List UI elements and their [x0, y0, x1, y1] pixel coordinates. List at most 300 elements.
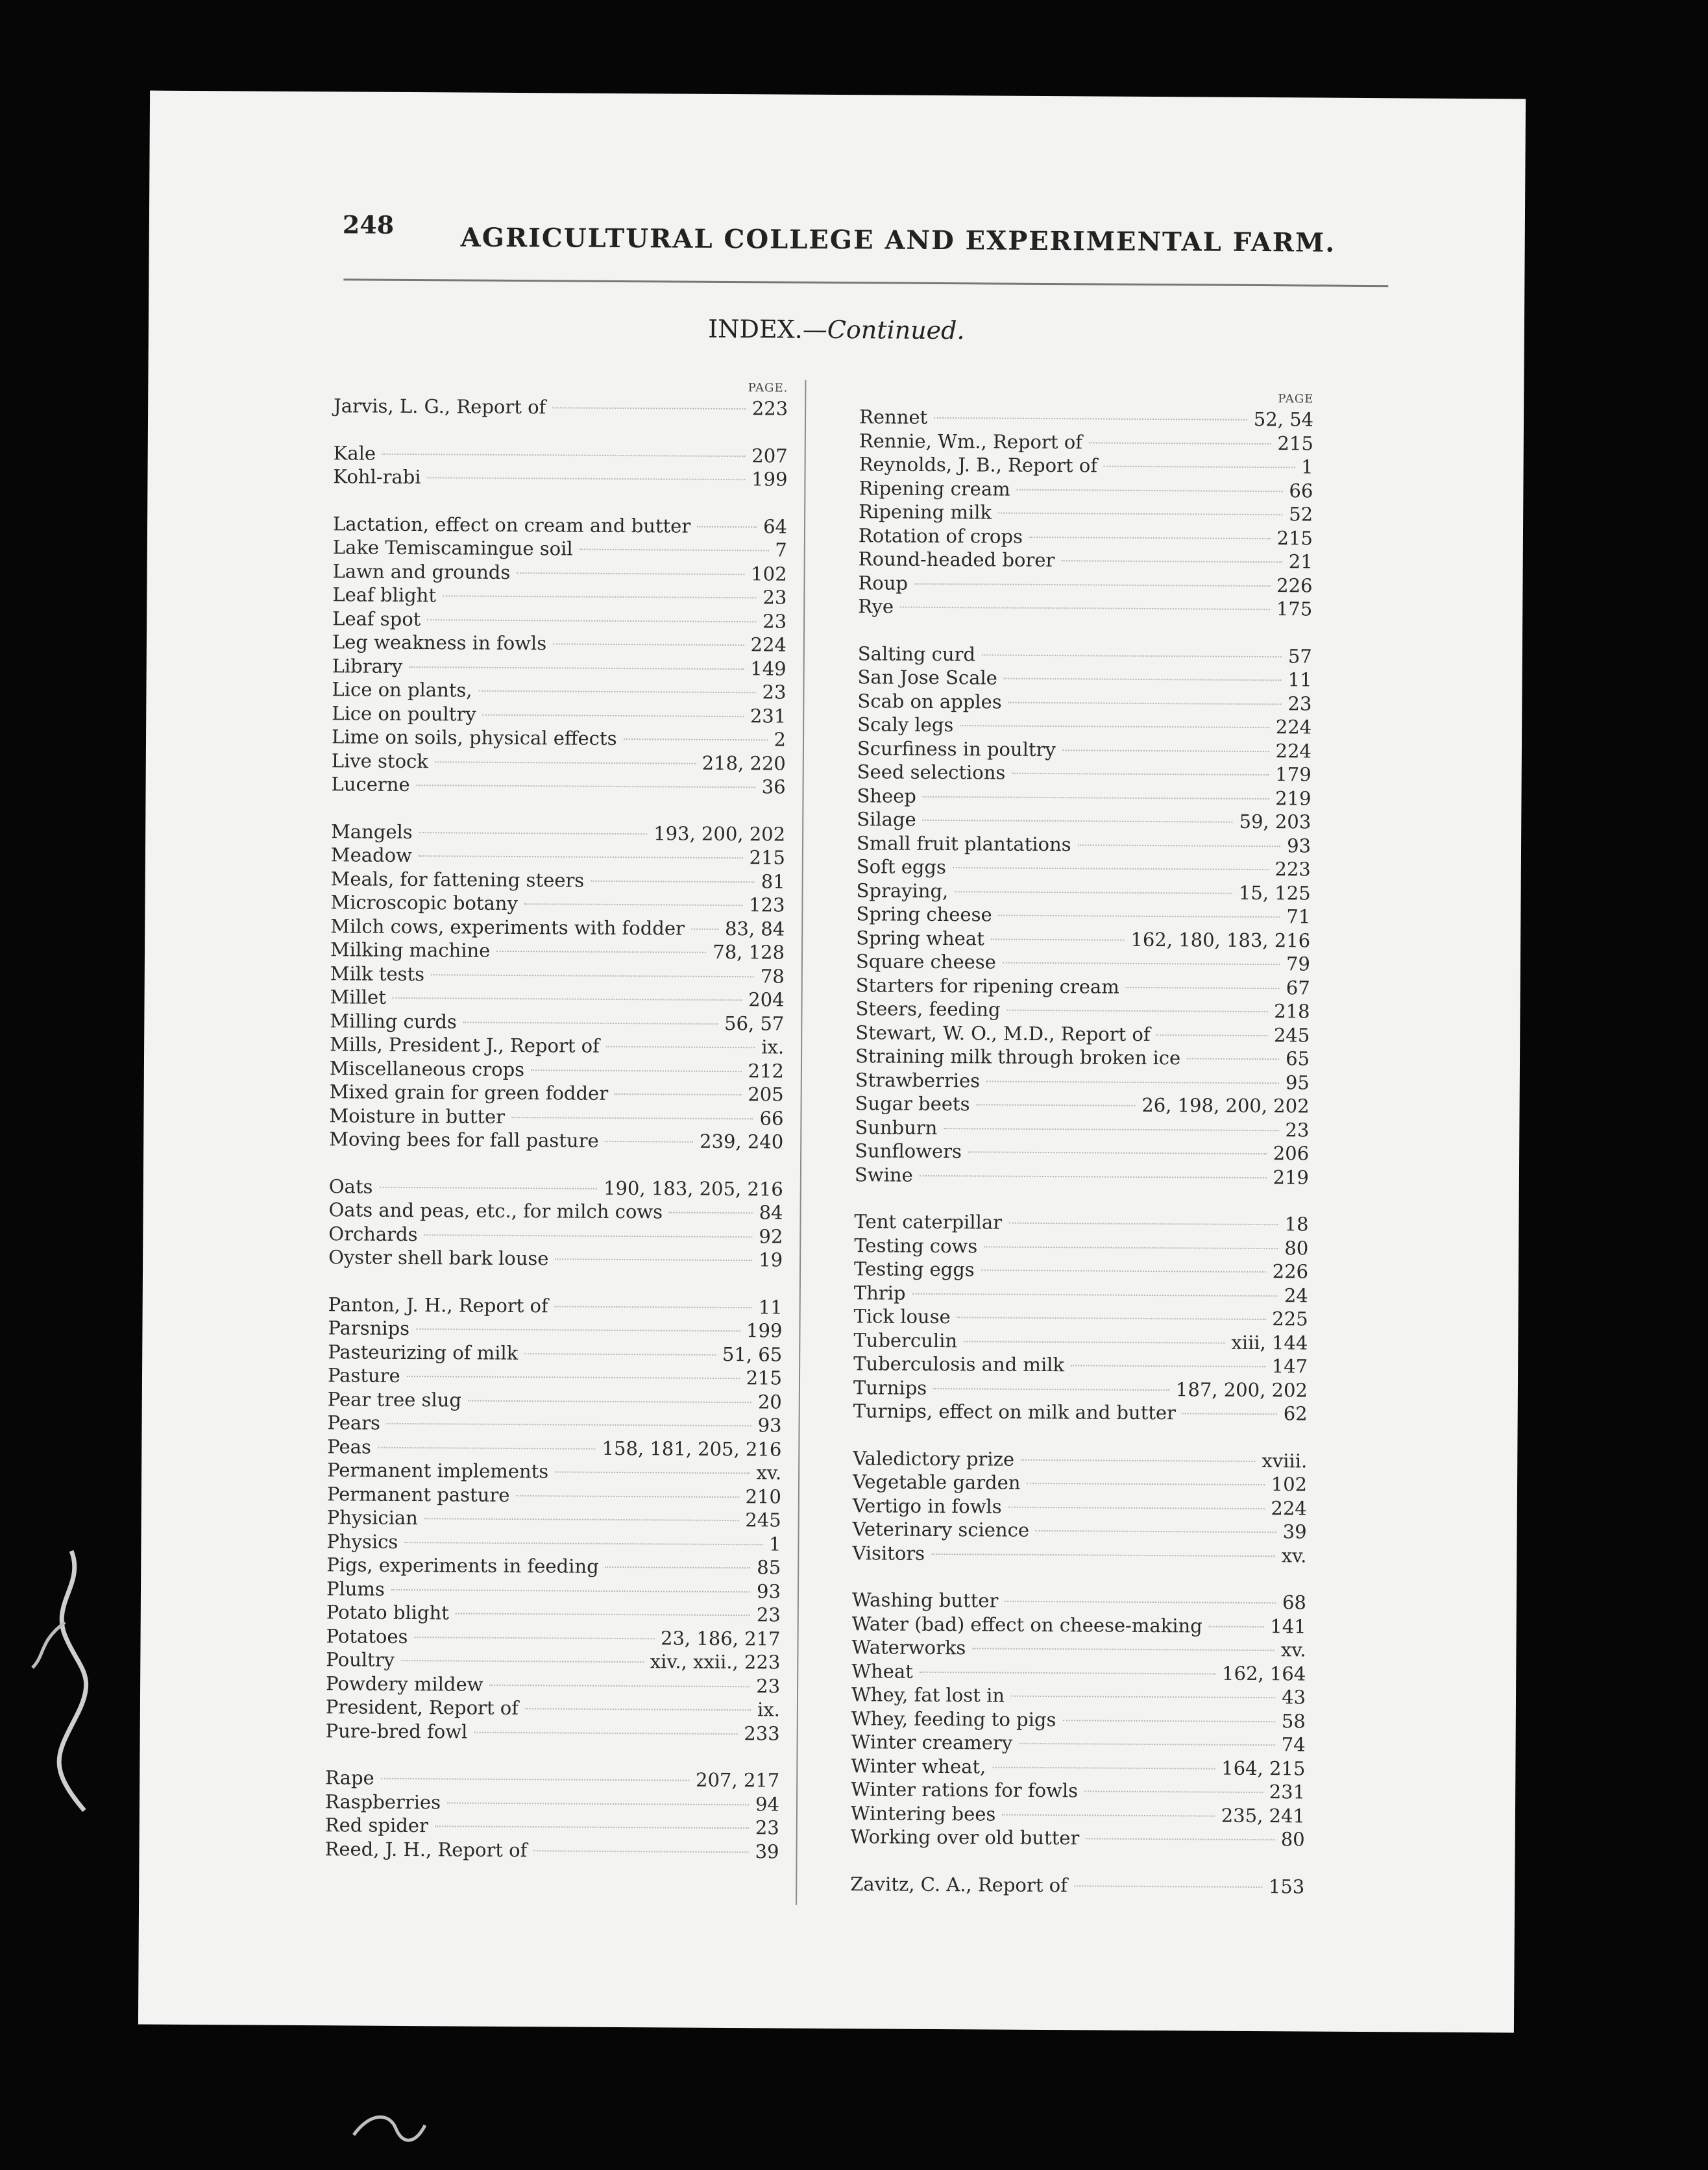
- dot-leader: [474, 1731, 737, 1734]
- dot-leader: [1012, 773, 1269, 775]
- dot-leader: [1002, 1814, 1214, 1816]
- index-term: Leg weakness in fowls: [332, 631, 547, 655]
- index-term: Tuberculosis and milk: [853, 1352, 1065, 1376]
- index-entry: [326, 1624, 780, 1651]
- index-entry: [854, 1234, 1308, 1260]
- index-page-ref: 23: [1285, 1118, 1310, 1141]
- index-entry: [855, 1068, 1310, 1095]
- index-term: Rotation of crops: [858, 524, 1023, 548]
- index-entry: [329, 1175, 783, 1201]
- index-term: Lucerne: [331, 773, 410, 796]
- index-entry: [857, 737, 1312, 763]
- dot-leader: [1004, 678, 1282, 681]
- dot-leader: [691, 928, 718, 929]
- index-entry: [855, 1115, 1309, 1142]
- index-page-ref: 80: [1284, 1236, 1309, 1259]
- index-term: Water (bad) effect on cheese-making: [851, 1612, 1202, 1637]
- index-term: Lake Temiscamingue soil: [332, 536, 573, 560]
- dot-leader: [419, 832, 648, 835]
- dot-leader: [968, 1151, 1267, 1154]
- dot-leader: [381, 1778, 689, 1781]
- dot-leader: [920, 1671, 1215, 1674]
- page-number: 248: [342, 210, 395, 239]
- index-letter-group: [333, 441, 787, 491]
- index-entry: [331, 820, 785, 846]
- index-term: President, Report of: [325, 1696, 519, 1720]
- dot-leader: [1011, 1696, 1275, 1698]
- dot-leader: [1003, 962, 1280, 966]
- index-entry: [328, 1387, 782, 1414]
- index-page-ref: 2: [774, 728, 787, 751]
- index-page-ref: 71: [1286, 905, 1311, 928]
- index-term: Lime on soils, physical effects: [331, 725, 617, 750]
- index-page-ref: 153: [1268, 1875, 1305, 1897]
- running-head: AGRICULTURAL COLLEGE AND EXPERIMENTAL FARM.: [460, 222, 1336, 258]
- index-term: Sunflowers: [855, 1140, 962, 1163]
- index-term: Stewart, W. O., M.D., Report of: [855, 1021, 1151, 1045]
- index-page-ref: xv.: [1281, 1544, 1307, 1567]
- index-term: Visitors: [852, 1541, 925, 1565]
- index-page-ref: 39: [1282, 1520, 1307, 1543]
- index-page-ref: 1: [768, 1532, 781, 1555]
- index-page-ref: xiv., xxii., 223: [650, 1650, 781, 1674]
- index-term: Physics: [326, 1530, 398, 1553]
- index-page-ref: 199: [751, 468, 788, 491]
- index-term: Winter creamery: [851, 1731, 1013, 1754]
- index-entry: [856, 902, 1310, 929]
- index-page-ref: 59, 203: [1239, 810, 1312, 833]
- index-page-ref: 215: [1277, 432, 1313, 455]
- index-term: Turnips, effect on milk and butter: [853, 1400, 1177, 1424]
- index-page-ref: 215: [749, 846, 786, 869]
- index-entry: [328, 1222, 783, 1249]
- dot-leader: [555, 1306, 752, 1308]
- dot-leader: [404, 1541, 762, 1544]
- index-letter-group: [324, 1766, 779, 1863]
- dot-leader: [984, 1246, 1278, 1249]
- index-entry: [858, 571, 1312, 598]
- index-page-ref: 23, 186, 217: [660, 1626, 781, 1650]
- index-term: Round-headed borer: [858, 548, 1055, 572]
- index-entry: [326, 1600, 781, 1627]
- page-column-header: PAGE: [1278, 392, 1314, 406]
- index-letter-group: [855, 642, 1312, 1189]
- index-term: Roup: [858, 571, 909, 594]
- dot-leader: [1019, 1743, 1275, 1746]
- index-title-main: INDEX.: [708, 314, 803, 344]
- index-term: Wintering bees: [850, 1801, 996, 1825]
- dot-leader: [511, 1116, 753, 1119]
- dot-leader: [490, 1684, 750, 1687]
- index-term: Ripening cream: [859, 476, 1010, 500]
- index-page-ref: 233: [744, 1722, 780, 1745]
- index-term: Winter rations for fowls: [851, 1778, 1079, 1802]
- index-page-ref: 102: [1271, 1473, 1308, 1496]
- index-term: Milch cows, experiments with fodder: [330, 914, 685, 940]
- dot-leader: [1157, 1034, 1267, 1036]
- index-page-ref: 43: [1282, 1686, 1306, 1709]
- index-term: Mangels: [331, 820, 413, 843]
- index-term: Red spider: [324, 1814, 428, 1837]
- dot-leader: [912, 1293, 1278, 1296]
- dot-leader: [427, 619, 756, 622]
- index-term: Parsnips: [328, 1317, 410, 1340]
- dot-leader: [1008, 1506, 1265, 1509]
- dot-leader: [1062, 750, 1269, 752]
- dot-leader: [1008, 1223, 1278, 1226]
- index-page-ref: 23: [762, 586, 787, 609]
- dot-leader: [1126, 986, 1280, 988]
- index-entry: [853, 1376, 1308, 1402]
- index-page-ref: 219: [1273, 1165, 1310, 1188]
- index-entry: [852, 1541, 1306, 1568]
- index-page-ref: 218: [1274, 1000, 1310, 1023]
- dot-leader: [934, 417, 1247, 421]
- index-page-ref: 206: [1273, 1142, 1310, 1165]
- index-page-ref: 81: [761, 870, 785, 893]
- index-page-ref: 39: [755, 1840, 779, 1863]
- index-page-ref: 23: [756, 1603, 781, 1626]
- index-entry: [857, 879, 1311, 905]
- index-entry: [324, 1837, 779, 1864]
- dot-leader: [960, 725, 1269, 728]
- dot-leader: [414, 1637, 654, 1639]
- index-term: Tick louse: [853, 1305, 951, 1328]
- index-entry: [328, 1198, 783, 1225]
- index-letter-group: [331, 512, 787, 799]
- index-entry: [328, 1316, 782, 1343]
- index-page-ref: 11: [1287, 668, 1312, 691]
- dot-leader: [1084, 1790, 1263, 1793]
- dot-leader: [1209, 1626, 1264, 1628]
- index-term: Milking machine: [330, 938, 491, 962]
- index-entry: [859, 476, 1313, 503]
- dot-leader: [1027, 1483, 1264, 1485]
- dot-leader: [391, 1589, 750, 1592]
- index-page-ref: 19: [759, 1249, 783, 1271]
- index-letter-group: [326, 1293, 783, 1746]
- index-entry: [851, 1707, 1306, 1733]
- dot-leader: [531, 1069, 741, 1072]
- index-page-ref: 215: [746, 1367, 783, 1389]
- index-page-ref: 95: [1285, 1071, 1310, 1093]
- index-entry: [332, 677, 786, 704]
- index-term: Oats: [328, 1175, 373, 1198]
- dot-leader: [409, 666, 744, 670]
- index-page-ref: 215: [1276, 526, 1313, 550]
- index-page-ref: 66: [1289, 479, 1313, 502]
- index-page-ref: 204: [748, 988, 785, 1011]
- index-term: Whey, feeding to pigs: [851, 1707, 1056, 1731]
- index-page-ref: 158, 181, 205, 216: [602, 1437, 782, 1461]
- index-entry: [854, 1257, 1308, 1284]
- index-title-continued: —Continued.: [802, 315, 965, 345]
- index-term: Spraying,: [856, 879, 949, 902]
- index-term: Kale: [333, 441, 376, 465]
- dot-leader: [957, 1317, 1266, 1320]
- index-entry: [326, 1695, 780, 1722]
- index-page-ref: 52, 54: [1253, 408, 1314, 431]
- index-page-ref: xviii.: [1262, 1449, 1308, 1472]
- dot-leader: [923, 820, 1233, 823]
- index-page-ref: 84: [759, 1201, 783, 1224]
- index-entry: [859, 405, 1313, 432]
- film-scratch-bottom: [350, 2109, 428, 2148]
- dot-leader: [1061, 560, 1282, 563]
- index-entry: [854, 1281, 1308, 1308]
- index-entry: [851, 1635, 1306, 1662]
- index-page-ref: 15, 125: [1238, 881, 1311, 905]
- index-term: Rape: [325, 1766, 374, 1789]
- index-page-ref: 223: [751, 397, 788, 420]
- index-entry: [330, 1080, 784, 1106]
- index-entry: [327, 1411, 781, 1437]
- index-entry: [851, 1683, 1306, 1709]
- dot-leader: [517, 572, 744, 575]
- index-entry: [857, 760, 1312, 786]
- index-entry: [331, 843, 785, 870]
- index-term: Leaf spot: [332, 607, 421, 630]
- dot-leader: [923, 796, 1269, 799]
- index-term: Microscopic botany: [330, 891, 518, 915]
- index-term: Mills, President J., Report of: [330, 1033, 600, 1057]
- index-term: Tuberculin: [853, 1328, 958, 1352]
- index-entry: [855, 1139, 1309, 1165]
- index-page-ref: 93: [1287, 834, 1312, 857]
- dot-leader: [456, 1613, 750, 1616]
- dot-leader: [417, 785, 755, 788]
- index-term: Potatoes: [326, 1624, 408, 1648]
- index-entry: [850, 1872, 1304, 1899]
- index-entry: [327, 1435, 781, 1461]
- index-entry: [326, 1719, 780, 1746]
- index-page-ref: 239, 240: [700, 1130, 784, 1153]
- dot-leader: [1071, 1365, 1265, 1367]
- index-page-ref: 23: [1287, 692, 1312, 715]
- dot-leader: [998, 513, 1282, 516]
- index-page-ref: 74: [1281, 1733, 1306, 1756]
- dot-leader: [378, 1446, 596, 1449]
- dot-leader: [387, 1423, 751, 1426]
- index-page-ref: 36: [761, 775, 786, 798]
- index-term: Moving bees for fall pasture: [329, 1128, 599, 1152]
- index-entry: [855, 1091, 1309, 1118]
- index-entry: [853, 1304, 1308, 1331]
- index-entry: [333, 535, 787, 562]
- index-term: Starters for ripening cream: [855, 973, 1119, 998]
- dot-leader: [1089, 442, 1271, 445]
- index-term: Raspberries: [324, 1790, 441, 1813]
- index-term: Sugar beets: [855, 1092, 970, 1115]
- dot-leader: [443, 595, 756, 598]
- index-term: Ripening milk: [859, 500, 992, 524]
- index-term: Pigs, experiments in feeding: [326, 1554, 599, 1578]
- index-entry: [853, 1494, 1307, 1520]
- index-column-right: [850, 388, 1313, 1921]
- index-letter-group: [329, 820, 785, 1154]
- index-page-ref: 207: [751, 444, 788, 467]
- index-term: Valedictory prize: [853, 1446, 1015, 1470]
- index-term: Meadow: [330, 844, 413, 867]
- index-term: Winter wheat,: [851, 1754, 986, 1777]
- dot-leader: [591, 880, 755, 883]
- dot-leader: [1187, 1058, 1279, 1060]
- dot-leader: [605, 1567, 751, 1568]
- dot-leader: [1008, 701, 1282, 705]
- index-page-ref: 83, 84: [724, 917, 785, 940]
- index-page-ref: 199: [746, 1319, 783, 1342]
- index-page-ref: 175: [1276, 598, 1313, 620]
- index-page-ref: 21: [1288, 550, 1313, 573]
- index-entry: [856, 949, 1310, 976]
- index-term: Zavitz, C. A., Report of: [850, 1872, 1068, 1896]
- index-page-ref: 219: [1275, 786, 1312, 810]
- dot-leader: [580, 549, 769, 552]
- index-term: Poultry: [326, 1648, 395, 1671]
- index-term: Plums: [326, 1577, 385, 1600]
- dot-leader: [1086, 1838, 1274, 1840]
- index-term: San Jose Scale: [857, 666, 997, 689]
- index-term: Mixed grain for green fodder: [329, 1080, 609, 1104]
- index-term: Orchards: [328, 1222, 418, 1245]
- index-entry: [859, 429, 1313, 456]
- dot-leader: [463, 1021, 718, 1024]
- index-term: Pear tree slug: [327, 1387, 462, 1411]
- index-entry: [328, 1245, 783, 1272]
- index-term: Whey, fat lost in: [851, 1683, 1005, 1707]
- dot-leader: [424, 1518, 738, 1521]
- dot-leader: [424, 1234, 753, 1237]
- index-term: Wheat: [851, 1659, 913, 1683]
- index-page-ref: 93: [757, 1414, 782, 1437]
- index-entry: [334, 441, 788, 468]
- dot-leader: [393, 997, 742, 1001]
- index-entry: [851, 1730, 1305, 1757]
- index-page-ref: 190, 183, 205, 216: [603, 1176, 783, 1201]
- index-entry: [326, 1553, 781, 1579]
- dot-leader: [552, 407, 745, 409]
- index-page-ref: 147: [1271, 1355, 1308, 1378]
- index-entry: [856, 926, 1310, 953]
- index-term: Oyster shell bark louse: [328, 1246, 549, 1270]
- index-term: Kohl-rabi: [333, 465, 421, 489]
- dot-leader: [606, 1046, 755, 1048]
- index-term: Waterworks: [851, 1636, 966, 1659]
- index-entry: [330, 1009, 784, 1036]
- index-term: Vegetable garden: [852, 1470, 1021, 1494]
- dot-leader: [920, 1175, 1267, 1178]
- index-entry: [851, 1659, 1306, 1686]
- dot-leader: [697, 526, 757, 528]
- index-page-ref: 123: [749, 894, 785, 916]
- index-page-ref: 65: [1286, 1047, 1310, 1070]
- index-page-ref: 212: [748, 1059, 785, 1082]
- index-term: Spring wheat: [856, 926, 984, 949]
- index-page-ref: 231: [1269, 1781, 1306, 1803]
- index-page-ref: 85: [757, 1556, 781, 1579]
- index-entry: [858, 594, 1312, 621]
- index-entry: [332, 630, 787, 657]
- index-page-ref: 80: [1280, 1828, 1305, 1851]
- index-entry: [856, 973, 1310, 1000]
- index-entry: [855, 997, 1310, 1023]
- index-page-ref: 92: [759, 1225, 783, 1248]
- index-term: Peas: [327, 1435, 372, 1458]
- index-entry: [857, 855, 1311, 881]
- index-term: Moisture in butter: [329, 1104, 506, 1128]
- dot-leader: [986, 1080, 1279, 1084]
- index-entry: [332, 559, 787, 586]
- index-term: Square cheese: [855, 950, 996, 973]
- index-page-ref: 224: [1275, 716, 1312, 738]
- index-page-ref: 231: [750, 704, 787, 727]
- index-page-ref: 79: [1286, 953, 1311, 975]
- index-page-ref: 57: [1287, 644, 1312, 668]
- dot-leader: [401, 1660, 644, 1663]
- index-term: Powdery mildew: [326, 1672, 483, 1696]
- dot-leader: [1078, 844, 1281, 847]
- index-entry: [327, 1506, 781, 1532]
- dot-leader: [999, 915, 1280, 918]
- index-term: Sunburn: [855, 1115, 938, 1139]
- index-title: [149, 311, 1524, 348]
- index-page-ref: 218, 220: [702, 751, 786, 775]
- index-term: Soft eggs: [856, 855, 947, 879]
- index-page-ref: 26, 198, 200, 202: [1141, 1093, 1310, 1117]
- index-entry: [328, 1293, 783, 1319]
- index-term: Reed, J. H., Report of: [324, 1837, 528, 1861]
- index-entry: [851, 1801, 1305, 1828]
- dot-leader: [1029, 536, 1271, 539]
- index-term: Working over old butter: [850, 1825, 1080, 1849]
- page-column-header: PAGE.: [748, 381, 788, 395]
- index-page-ref: 78, 128: [713, 940, 785, 964]
- index-entry: [853, 1446, 1307, 1473]
- dot-leader: [479, 690, 756, 694]
- index-entry: [853, 1470, 1307, 1496]
- index-entry: [326, 1648, 780, 1674]
- dot-leader: [615, 1093, 741, 1095]
- index-page-ref: 51, 65: [722, 1343, 783, 1366]
- dot-leader: [1007, 1010, 1267, 1012]
- index-page-ref: 94: [755, 1792, 780, 1816]
- index-letter-group: [850, 1872, 1304, 1899]
- index-term: Rennet: [859, 406, 928, 428]
- index-term: Meals, for fattening steers: [330, 867, 585, 892]
- index-page-ref: 67: [1286, 976, 1310, 999]
- dot-leader: [524, 903, 742, 906]
- dot-leader: [435, 761, 696, 764]
- header-rule: [343, 278, 1388, 287]
- index-entry: [328, 1363, 782, 1390]
- index-entry: [332, 583, 787, 609]
- index-letter-group: [858, 405, 1313, 621]
- dot-leader: [900, 607, 1270, 610]
- dot-leader: [379, 1186, 597, 1189]
- index-page-ref: 23: [762, 609, 787, 633]
- book-page: [138, 91, 1526, 2033]
- index-page-ref: 68: [1282, 1591, 1307, 1614]
- index-entry: [325, 1790, 779, 1816]
- index-term: Miscellaneous crops: [329, 1056, 525, 1080]
- dot-leader: [982, 654, 1282, 657]
- index-term: Veterinary science: [852, 1518, 1030, 1541]
- index-page-ref: 23: [756, 1674, 781, 1698]
- index-entry: [859, 524, 1313, 550]
- dot-leader: [669, 1212, 753, 1213]
- dot-leader: [483, 714, 744, 716]
- index-page-ref: 225: [1272, 1308, 1308, 1330]
